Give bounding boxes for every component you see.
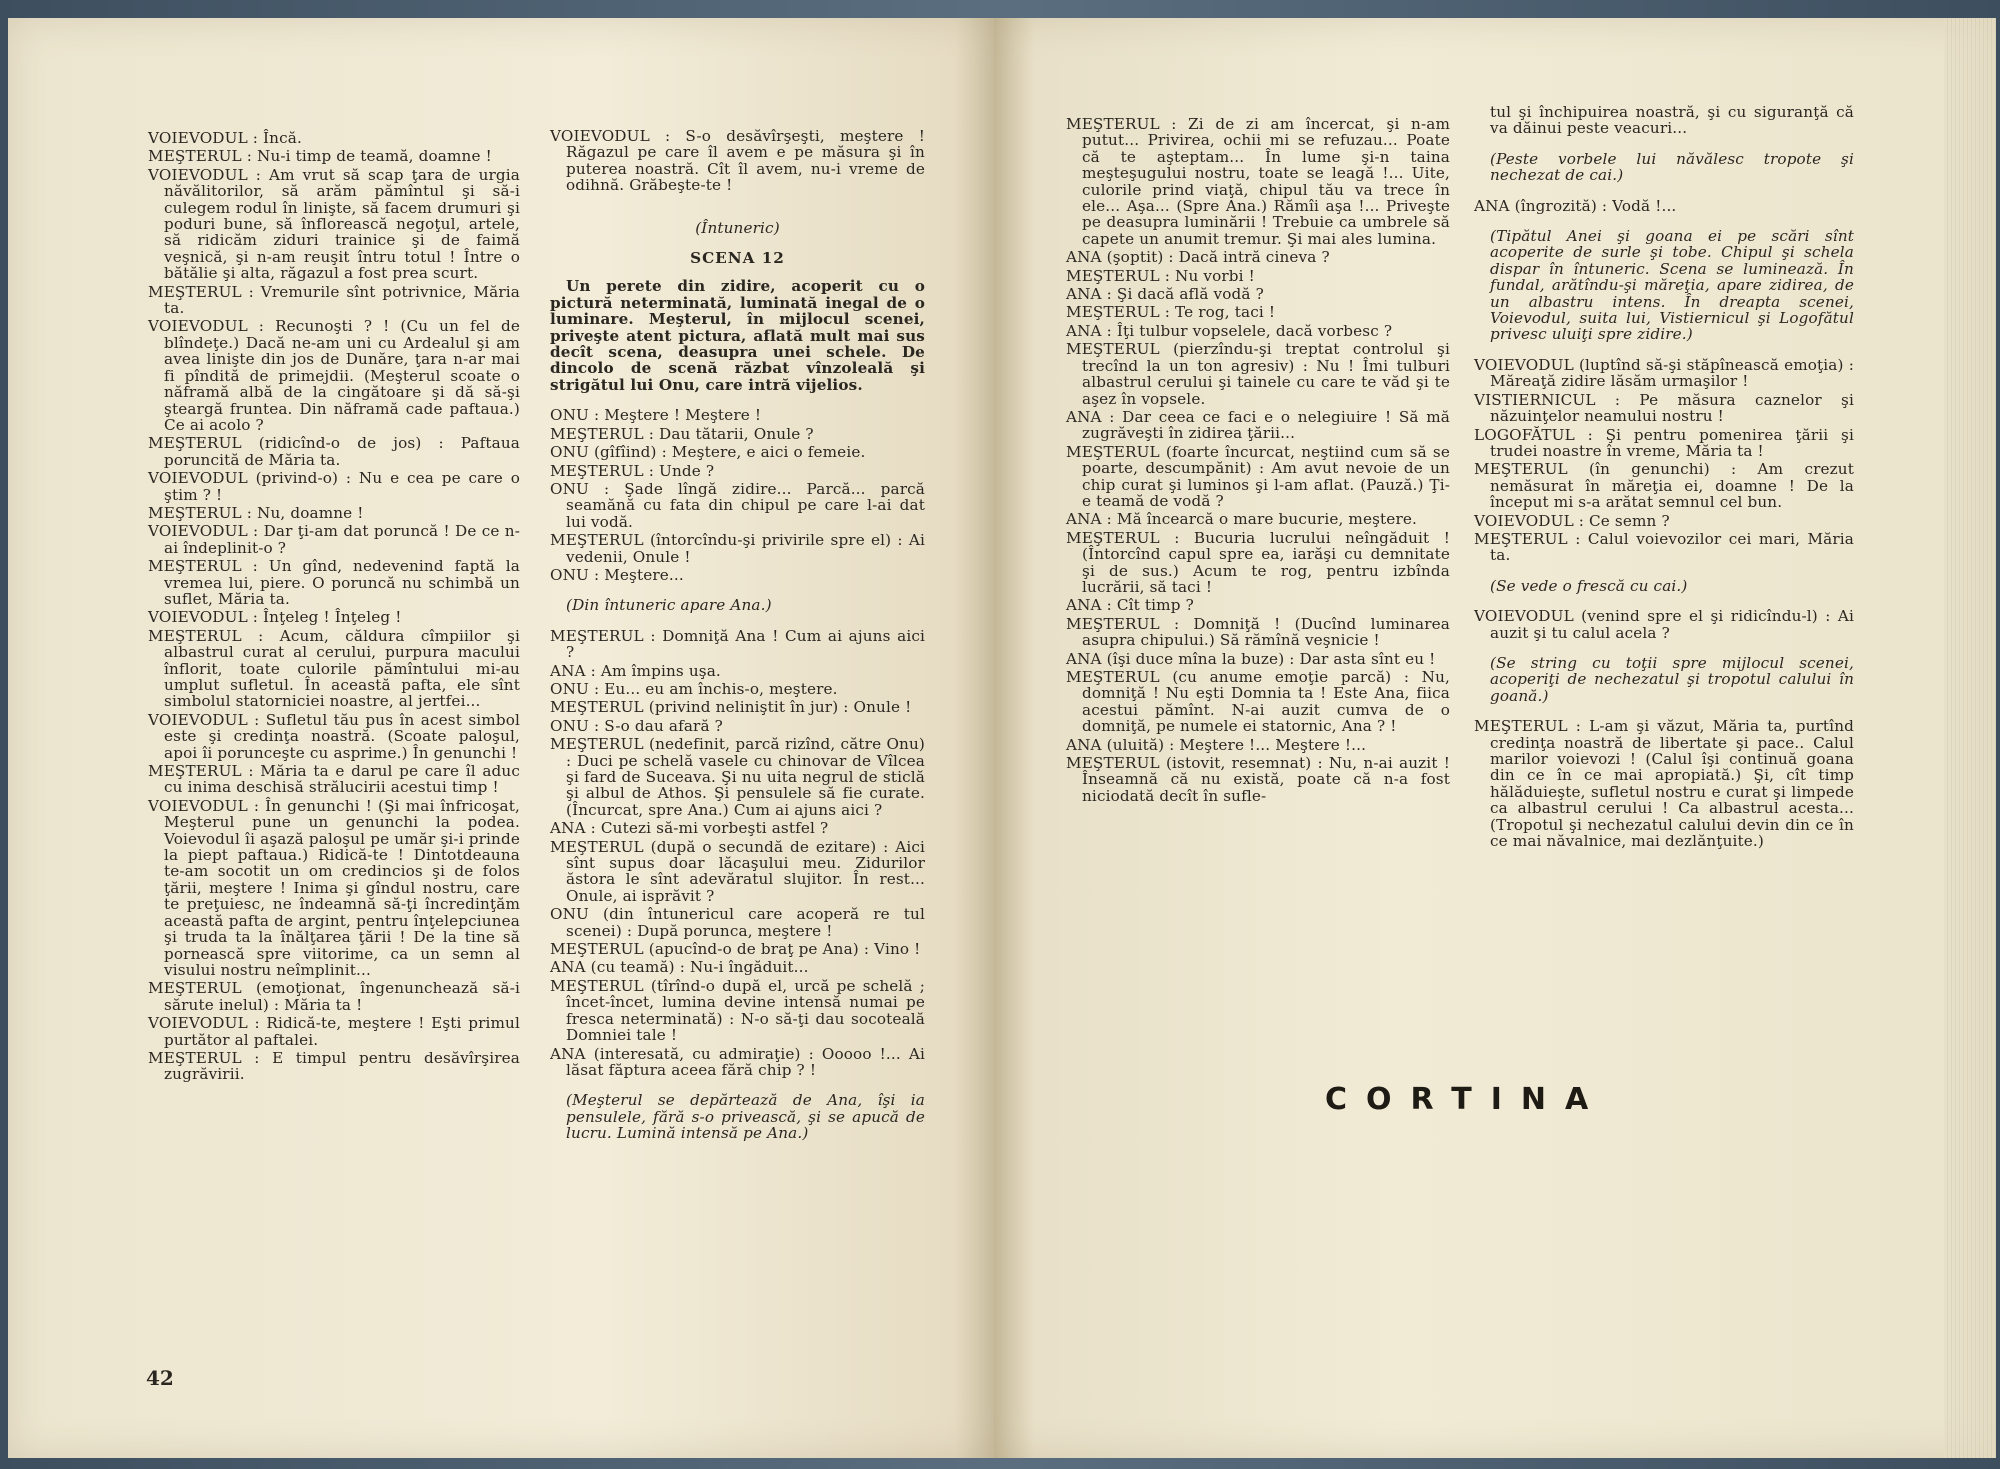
dialogue-line: ONU (din întunericul care acoperă re tul scenei) : După porunca, meştere ! — [550, 905, 925, 940]
stage-direction: (Se vede o frescă cu cai.) — [1490, 576, 1688, 595]
left-column-1 — [148, 130, 520, 1085]
dialogue-line: MEŞTERUL (cu anume emoţie parcă) : Nu, domniţă ! Nu eşti Domnia ta ! Este Ana, fiica acestui pămînt. N-ai auzit cumva de o domniţă, pe numele ei statornic, Ana ? ! — [1066, 668, 1450, 736]
stage-direction: (Din întuneric apare Ana.) — [566, 596, 772, 615]
dialogue-line: VOIEVODUL : Înţeleg ! Înţeleg ! — [148, 608, 402, 627]
dialogue-line: MEŞTERUL (nedefinit, parcă rizînd, către Onu) : Duci pe schelă vasele cu chinovar de Vîlcea şi fard de Suceava. Şi nu uita negrul de sticlă şi albul de Athos. Şi pensulele să fie curate. (Încurcat, spre Ana.) Cum ai ajuns aici ? — [550, 735, 925, 819]
dialogue-line: MEŞTERUL : Te rog, taci ! — [1066, 303, 1276, 322]
dialogue-line: MEŞTERUL (istovit, resemnat) : Nu, n-ai auzit ! Înseamnă că nu există, poate că n-a fost niciodată decît în sufle- — [1066, 754, 1450, 805]
dialogue-line: ANA (îşi duce mîna la buze) : Dar asta sînt eu ! — [1066, 649, 1436, 668]
dialogue-line: MEŞTERUL (întorcîndu-şi privirile spre el) : Ai vedenii, Onule ! — [550, 531, 925, 566]
dialogue-line: LOGOFĂTUL : Şi pentru pomenirea ţării şi trudei noastre în vreme, Măria ta ! — [1474, 425, 1854, 460]
dialogue-line: ONU (gîfîind) : Meştere, e aici o femeie. — [550, 443, 866, 462]
dialogue-line: VOIEVODUL : Sufletul tău pus în acest simbol este şi credinţa noastră. (Scoate paloşul, apoi îi porunceşte cu asprime.) În genunchi ! — [148, 710, 520, 762]
dialogue-line: MEŞTERUL (pierzîndu-şi treptat controlul şi trecînd la un ton agresiv) : Nu ! Îmi tulburi albastrul cerului şi tainele cu care te văd şi te aşez în vopsele. — [1066, 340, 1450, 408]
dialogue-line: MEŞTERUL : Dau tătarii, Onule ? — [550, 424, 814, 443]
dialogue-line: ANA : Cît timp ? — [1066, 596, 1194, 615]
dialogue-line: VOIEVODUL (venind spre el şi ridicîndu-l) : Ai auzit şi tu calul acela ? — [1474, 607, 1854, 642]
stage-direction: (Meşterul se depărtează de Ana, îşi ia pensulele, fără s-o privească, şi se apucă de lucru. Lumină intensă pe Ana.) — [566, 1091, 925, 1143]
dialogue-line: ANA : Cutezi să-mi vorbeşti astfel ? — [550, 819, 829, 838]
dialogue-line: MEŞTERUL : Unde ? — [550, 461, 715, 480]
dialogue-line: VOIEVODUL : Recunoşti ? ! (Cu un fel de blîndeţe.) Dacă ne-am uni cu Ardealul şi am avea linişte din jos de Dunăre, ţara n-ar mai fi pîndită de primejdii. (Meşterul scoate o năframă albă de la cingătoare şi dă să-şi şteargă fruntea. Din năframă cade paftaua.) Ce ai acolo ? — [148, 317, 520, 434]
dialogue-line: MEŞTERUL (în genunchi) : Am crezut nemăsurat în măreţia ei, doamne ! De la început mi s-a arătat semnul cel bun. — [1474, 460, 1854, 512]
stage-direction: (Întuneric) — [695, 218, 780, 237]
dialogue-line: MEŞTERUL : Un gînd, nedevenind faptă la vremea lui, piere. O poruncă nu schimbă un suflet, Măria ta. — [148, 557, 520, 608]
dialogue-line: MEŞTERUL (emoţionat, îngenunchează să-i sărute inelul) : Măria ta ! — [148, 979, 520, 1014]
dialogue-line: ANA : Dar ceea ce faci e o nelegiuire ! Să mă zugrăveşti în zidirea ţării... — [1066, 407, 1450, 443]
dialogue-line: MEŞTERUL : E timpul pentru desăvîrşirea zugrăvirii. — [148, 1048, 520, 1084]
dialogue-line: ONU : Şade lîngă zidire... Parcă... parcă seamănă cu fata din chipul pe care l-ai dat lui vodă. — [550, 479, 925, 531]
dialogue-line: ANA : Mă încearcă o mare bucurie, meştere. — [1066, 510, 1417, 529]
dialogue-line: MEŞTERUL (ridicînd-o de jos) : Paftaua poruncită de Măria ta. — [148, 434, 520, 469]
dialogue-line: ANA : Am împins uşa. — [550, 661, 721, 680]
dialogue-line: MEŞTERUL : Nu, doamne ! — [148, 503, 364, 522]
dialogue-line: tul şi închipuirea noastră, şi cu siguranţă că va dăinui peste veacuri... — [1490, 103, 1854, 138]
dialogue-line: MEŞTERUL : Măria ta e darul pe care îl aduc cu inima deschisă strălucirii acestui timp ! — [148, 762, 520, 797]
dialogue-line: VISTIERNICUL : Pe măsura caznelor şi năzuinţelor neamului nostru ! — [1474, 390, 1854, 426]
dialogue-line: MEŞTERUL : Acum, căldura cîmpiilor şi albastrul curat al cerului, purpura macului înflorit, toate culorile pămîntului mi-au umplut sufletul. În această pafta, ele sînt simbolul statorniciei noastre, al jertfei... — [148, 626, 520, 711]
dialogue-line: MEŞTERUL (apucînd-o de braţ pe Ana) : Vino ! — [550, 940, 921, 959]
dialogue-line: MEŞTERUL : Zi de zi am încercat, şi n-am putut... Privirea, ochii mi se refuzau... Poate că te aşteptam... În lume şi-n taina meşteşugului nostru, toate se leagă !... Uite, culorile prind viaţă, chipul tău va trece în ele... Aşa... (Spre Ana.) Rămîi aşa !... Priveşte pe deasupra luminării ! Trebuie ca umbrele să capete un anumit tremur. Şi mai ales lumina. — [1066, 115, 1450, 248]
scene-heading: SCENA 12 — [690, 249, 785, 268]
dialogue-line: MEŞTERUL : Bucuria lucrului neîngăduit ! (Întorcînd capul spre ea, iarăşi cu demnitate şi de sus.) Acum te rog, pentru izbînda lucrării, să taci ! — [1066, 528, 1450, 596]
dialogue-line: MEŞTERUL : L-am şi văzut, Măria ta, purtînd credinţa noastră de libertate şi pace.. Calul marilor voievozi ! (Calul îşi continuă goana din ce în ce mai apropiată.) Şi, cît timp hălăduieşte, sufletul nostru e curat şi limpede ca albastrul cerului ! Ca albastrul acesta... (Tropotul şi nechezatul calului devin din ce în ce mai năvalnice, mai dezlănţuite.) — [1474, 717, 1854, 851]
dialogue-line: MEŞTERUL : Domniţă Ana ! Cum ai ajuns aici ? — [550, 626, 925, 662]
dialogue-line: MEŞTERUL (foarte încurcat, neştiind cum să se poarte, descumpănit) : Am avut nevoie de un chip curat şi luminos şi l-am aflat. (Pauză.) Ţi-e teamă de vodă ? — [1066, 442, 1450, 510]
dialogue-line: ANA : Îţi tulbur vopselele, dacă vorbesc ? — [1066, 321, 1393, 340]
left-column-2 — [550, 128, 925, 1156]
stage-direction: (Tipătul Anei şi goana ei pe scări sînt acoperite de surle şi tobe. Chipul şi schela dispar în întuneric. Scena se luminează. În fundal, arătîndu-şi măreţia, apare zidirea, de un albastru intens. În dreapta scenei, Voievodul, suita lui, Vistiernicul şi Logofătul privesc uluiţi spre zidire.) — [1490, 227, 1854, 344]
dialogue-line: MEŞTERUL : Calul voievozilor cei mari, Măria ta. — [1474, 529, 1854, 565]
right-column-1 — [1066, 116, 1450, 806]
dialogue-line: VOIEVODUL : Dar ţi-am dat poruncă ! De ce n-ai îndeplinit-o ? — [148, 522, 520, 557]
dialogue-line: VOIEVODUL : S-o desăvîrşeşti, meştere ! Răgazul pe care îl avem e pe măsura şi în puterea noastră. Cît îl avem, nu-i vreme de odihnă. Grăbeşte-te ! — [550, 127, 925, 195]
dialogue-line: ANA (şoptit) : Dacă intră cineva ? — [1066, 248, 1330, 267]
dialogue-line: ANA (cu teamă) : Nu-i îngăduit... — [550, 958, 809, 977]
dialogue-line: ANA : Şi dacă află vodă ? — [1066, 285, 1264, 304]
curtain-heading: CORTINA — [1325, 1082, 1608, 1117]
dialogue-line: MEŞTERUL : Vremurile sînt potrivnice, Măria ta. — [148, 282, 520, 318]
dialogue-line: ONU : S-o dau afară ? — [550, 716, 723, 735]
dialogue-line: ONU : Eu... eu am închis-o, meştere. — [550, 679, 838, 698]
dialogue-line: ONU : Meştere... — [550, 565, 684, 584]
dialogue-line: MEŞTERUL (privind neliniştit în jur) : Onule ! — [550, 698, 912, 717]
dialogue-line: VOIEVODUL : În genunchi ! (Şi mai înfricoşat, Meşterul pune un genunchi la podea. Voievodul îi aşază paloşul pe umăr şi-i prinde la piept paftaua.) Ridică-te ! Dintotdeauna te-am socotit un om credincios şi de folos ţării, meştere ! Inima şi gîndul nostru, care te preţuiesc, ne îndeamnă să-ţi încredinţăm această pafta de argint, pentru înţelepciunea şi truda ta la înălţarea ţării ! De la tine să pornească spre viitorime, ca un semn al visului nostru neîmplinit... — [148, 796, 520, 979]
dialogue-line: VOIEVODUL : Ridică-te, meştere ! Eşti primul purtător al paftalei. — [148, 1014, 520, 1049]
stage-direction: (Se string cu toţii spre mijlocul scenei, acoperiţi de nechezatul şi tropotul calului în goană.) — [1490, 653, 1854, 705]
scene-description: Un perete din zidire, acoperit cu o pictură neterminată, luminată inegal de o luminare. Meşterul, în mijlocul scenei, priveşte atent pictura, aflată mult mai sus decît scena, deasupra unei schele. De dincolo de scenă răzbat vînzoleală şi strigătul lui Onu, care intră vijelios. — [550, 277, 925, 394]
dialogue-line: VOIEVODUL (privind-o) : Nu e cea pe care o ştim ? ! — [148, 469, 520, 504]
dialogue-line: ANA (interesată, cu admiraţie) : Ooooo !... Ai lăsat făptura aceea fără chip ? ! — [550, 1044, 925, 1079]
right-column-2 — [1474, 104, 1854, 851]
dialogue-line: MEŞTERUL : Domniţă ! (Ducînd luminarea asupra chipului.) Să rămînă veşnicie ! — [1066, 614, 1450, 650]
dialogue-line: ANA (îngrozită) : Vodă !... — [1474, 196, 1677, 215]
page-number: 42 — [146, 1366, 174, 1390]
dialogue-line: MEŞTERUL : Nu-i timp de teamă, doamne ! — [148, 147, 492, 166]
dialogue-line: MEŞTERUL (tîrînd-o după el, urcă pe schelă ; încet-încet, lumina devine intensă numai pe fresca neterminată) : N-o să-ţi dau socoteală Domniei tale ! — [550, 976, 925, 1045]
dialogue-line: MEŞTERUL : Nu vorbi ! — [1066, 266, 1255, 285]
dialogue-line: VOIEVODUL : Încă. — [148, 129, 302, 147]
dialogue-line: VOIEVODUL (luptînd să-şi stăpînească emoţia) : Măreaţă zidire lăsăm urmaşilor ! — [1474, 355, 1854, 391]
dialogue-line: ANA (uluită) : Meştere !... Meştere !... — [1066, 735, 1367, 754]
dialogue-line: ONU : Meştere ! Meştere ! — [550, 406, 762, 425]
stage-direction: (Peste vorbele lui năvălesc tropote şi nechezat de cai.) — [1490, 149, 1854, 185]
show-through-text — [1449, 120, 1469, 183]
dialogue-line: VOIEVODUL : Am vrut să scap ţara de urgia năvălitorilor, să arăm pămîntul şi să-i culegem rodul în linişte, să facem drumuri şi poduri bune, să înflorească negoţul, artele, să ridicăm ziduri trainice şi de faimă veşnică, şi n-am reuşit întru totul ! Între o bătălie şi alta, răgazul a fost prea scurt. — [148, 165, 520, 283]
page-edges — [1944, 18, 1996, 1458]
dialogue-line: MEŞTERUL (după o secundă de ezitare) : Aici sînt supus doar lăcaşului meu. Zidurilor ăstora le sînt adevăratul slujitor. În rest... Onule, ai isprăvit ? — [550, 837, 925, 905]
dialogue-line: VOIEVODUL : Ce semn ? — [1474, 511, 1670, 530]
